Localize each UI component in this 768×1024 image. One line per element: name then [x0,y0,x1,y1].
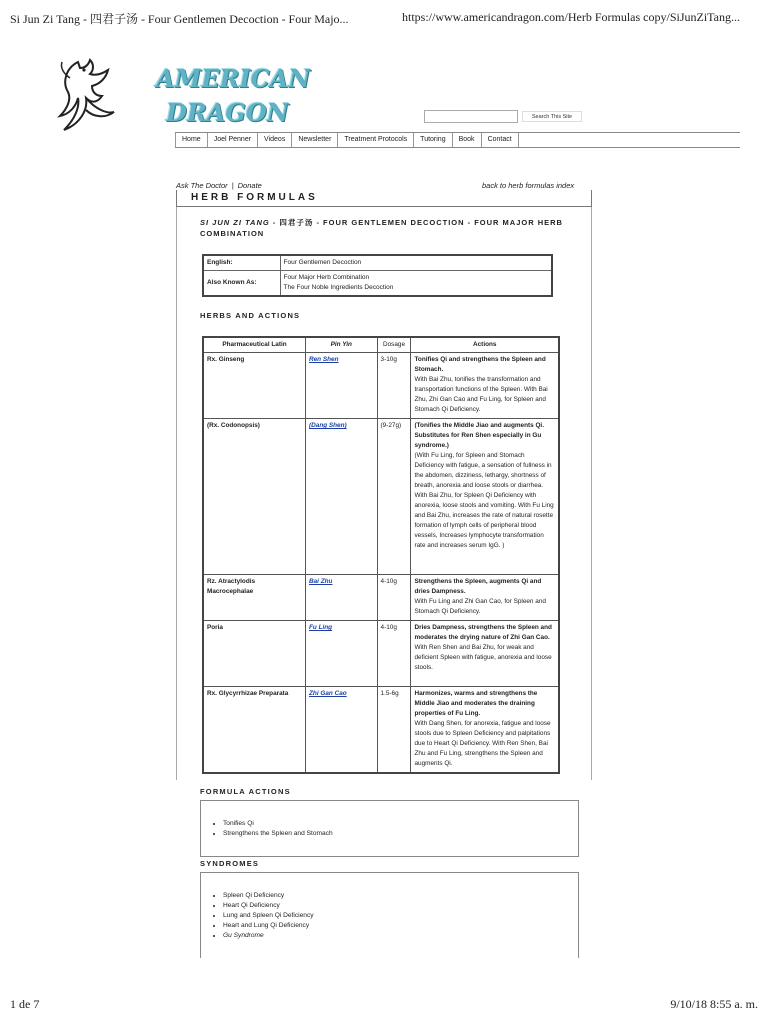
ask-the-doctor-link[interactable]: Ask The Doctor [176,181,228,190]
print-page-url: https://www.americandragon.com/Herb Formulas copy/SiJunZiTang... [402,10,740,24]
herb-pinyin-link[interactable]: Ren Shen [309,356,339,363]
herb-action-detail: (With Fu Ling, for Spleen and Stomach Deficiency with fatigue, a sensation of fullness in the abdomen, dizziness, lethargy, shortness of breath, anorexia and loose stools or diarrhea. With Bai Zhu, for Spleen Qi Deficiency with anorexia, loose stools and vomiting. With Fu Ling and Bai Zhu, increases the rate of natural rosette formation of lymph cells of peripheral blood vessels, Increases lymphocyte transformation rate and increases serum IgG. ) [414,452,554,549]
aka-value: Four Major Herb Combination [283,274,370,281]
herb-pinyin [306,575,378,621]
aka-label: Also Known As: [203,271,280,297]
syndromes-heading: SYNDROMES [200,859,260,868]
herb-table [202,336,560,774]
search-button[interactable]: Search This Site [522,111,582,122]
herb-actions [411,575,559,621]
syndromes-box [200,872,579,958]
nav-item-tutoring[interactable]: Tutoring [414,133,452,147]
logo-text-american[interactable]: AMERICAN [156,64,311,93]
table-row [203,575,559,621]
col-header-dosage: Dosage [377,337,411,353]
herb-latin: Rx. Ginseng [203,353,306,419]
herb-pinyin-link[interactable]: (Dang Shen) [309,422,347,429]
nav-item-newsletter[interactable]: Newsletter [292,133,338,147]
herb-pinyin [306,419,378,575]
col-header-pinyin: Pin Yin [306,337,378,353]
herb-actions [411,621,559,687]
back-to-index-link[interactable]: back to herb formulas index [482,181,575,190]
table-row [203,621,559,687]
herb-action-main: Harmonizes, warms and strengthens the Middle Jiao and moderates the draining properties of Fu Ling. [414,690,538,717]
list-item: • Spleen Qi Deficiency [223,891,578,901]
list-item: • Heart Qi Deficiency [223,901,578,911]
print-header [0,10,768,30]
table-header-row [203,337,559,353]
herb-actions [411,353,559,419]
table-row [203,687,559,773]
list-item: • Strengthens the Spleen and Stomach [223,829,578,839]
table-row [203,353,559,419]
list-item: • Lung and Spleen Qi Deficiency [223,911,578,921]
herb-pinyin [306,621,378,687]
dragon-icon[interactable] [56,58,116,136]
formula-title [200,217,570,239]
aka-values [280,271,552,297]
formula-title-rest: - 四君子汤 - FOUR GENTLEMEN DECOCTION - FOUR MAJOR HERB COMBINATION [200,218,563,238]
nav-item-videos[interactable]: Videos [258,133,292,147]
formula-actions-heading: FORMULA ACTIONS [200,787,291,796]
herb-pinyin [306,353,378,419]
english-value: Four Gentlemen Decoction [280,255,552,271]
section-banner [176,190,592,207]
english-label: English: [203,255,280,271]
print-footer [0,997,768,1017]
list-item: • Tonifies Qi [223,819,578,829]
donate-link[interactable]: Donate [237,181,262,190]
nav-item-joel-penner[interactable]: Joel Penner [208,133,258,147]
main-nav [175,132,740,148]
herb-dosage: 3-10g [377,353,411,419]
herb-action-main: Strengthens the Spleen, augments Qi and dries Dampness. [414,578,542,595]
list-item: • Heart and Lung Qi Deficiency [223,921,578,931]
nav-item-home[interactable]: Home [175,133,208,147]
print-page-title: Si Jun Zi Tang - 四君子汤 - Four Gentlemen Decoction - Four Majo... [10,12,349,26]
herb-pinyin-link[interactable]: Bai Zhu [309,578,333,585]
col-header-latin: Pharmaceutical Latin [203,337,306,353]
formula-actions-box [200,800,579,857]
herb-pinyin [306,687,378,773]
herb-latin: (Rx. Codonopsis) [203,419,306,575]
top-links [176,181,262,190]
herb-action-main: Tonifies Qi and strengthens the Spleen and Stomach. [414,356,546,373]
search-input[interactable] [424,110,518,123]
herb-action-detail: With Bai Zhu, tonifies the transformation and transportation functions of the Spleen. With Bai Zhu, Zhi Gan Cao and Fu Ling, for Spleen and Stomach Qi Deficiency. [414,376,548,413]
herb-action-detail: With Ren Shen and Bai Zhu, for weak and deficient Spleen with fatigue, anorexia and loose stools. [414,644,552,671]
herb-action-main: (Tonifies the Middle Jiao and augments Qi. Substitutes for Ren Shen especially in Gu syndrome.) [414,422,544,449]
nav-item-contact[interactable]: Contact [482,133,519,147]
herb-action-detail: With Fu Ling and Zhi Gan Cao, for Spleen and Stomach Qi Deficiency. [414,598,546,615]
herb-latin: Rz. Atractylodis Macrocephalae [203,575,306,621]
herbs-heading: HERBS AND ACTIONS [200,311,301,320]
nav-item-book[interactable]: Book [453,133,482,147]
herb-action-main: Dries Dampness, strengthens the Spleen and moderates the drying nature of Zhi Gan Cao. [414,624,552,641]
herb-action-detail: With Dang Shen, for anorexia, fatigue and loose stools due to Spleen Deficiency and palpitations due to Heart Qi Deficiency. With Ren Shen, Bai Zhu and Fu Ling, strengthens the Spleen and augments Qi. [414,720,551,767]
table-row [203,255,552,271]
print-datetime: 9/10/18 8:55 a. m. [670,997,758,1011]
herb-actions [411,687,559,773]
herb-pinyin-link[interactable]: Fu Ling [309,624,333,631]
nav-item-treatment-protocols[interactable]: Treatment Protocols [338,133,414,147]
formula-pinyin: SI JUN ZI TANG [200,218,270,227]
section-title: HERB FORMULAS [191,192,318,203]
herb-dosage: 4-10g [377,575,411,621]
herb-dosage: 1.5-6g [377,687,411,773]
table-row [203,419,559,575]
herb-dosage: 4-10g [377,621,411,687]
link-separator: | [231,181,234,190]
aka-value: The Four Noble Ingredients Decoction [283,284,394,291]
print-page-number: 1 de 7 [10,997,40,1011]
herb-actions [411,419,559,575]
logo-text-dragon[interactable]: DRAGON [166,98,289,127]
herb-latin: Poria [203,621,306,687]
herb-pinyin-link[interactable]: Zhi Gan Cao [309,690,347,697]
herb-latin: Rx. Glycyrrhizae Preparata [203,687,306,773]
table-row [203,271,552,297]
list-item: • Gu Syndrome [223,931,578,941]
names-table [202,254,553,297]
herb-dosage: (9-27g) [377,419,411,575]
col-header-actions: Actions [411,337,559,353]
